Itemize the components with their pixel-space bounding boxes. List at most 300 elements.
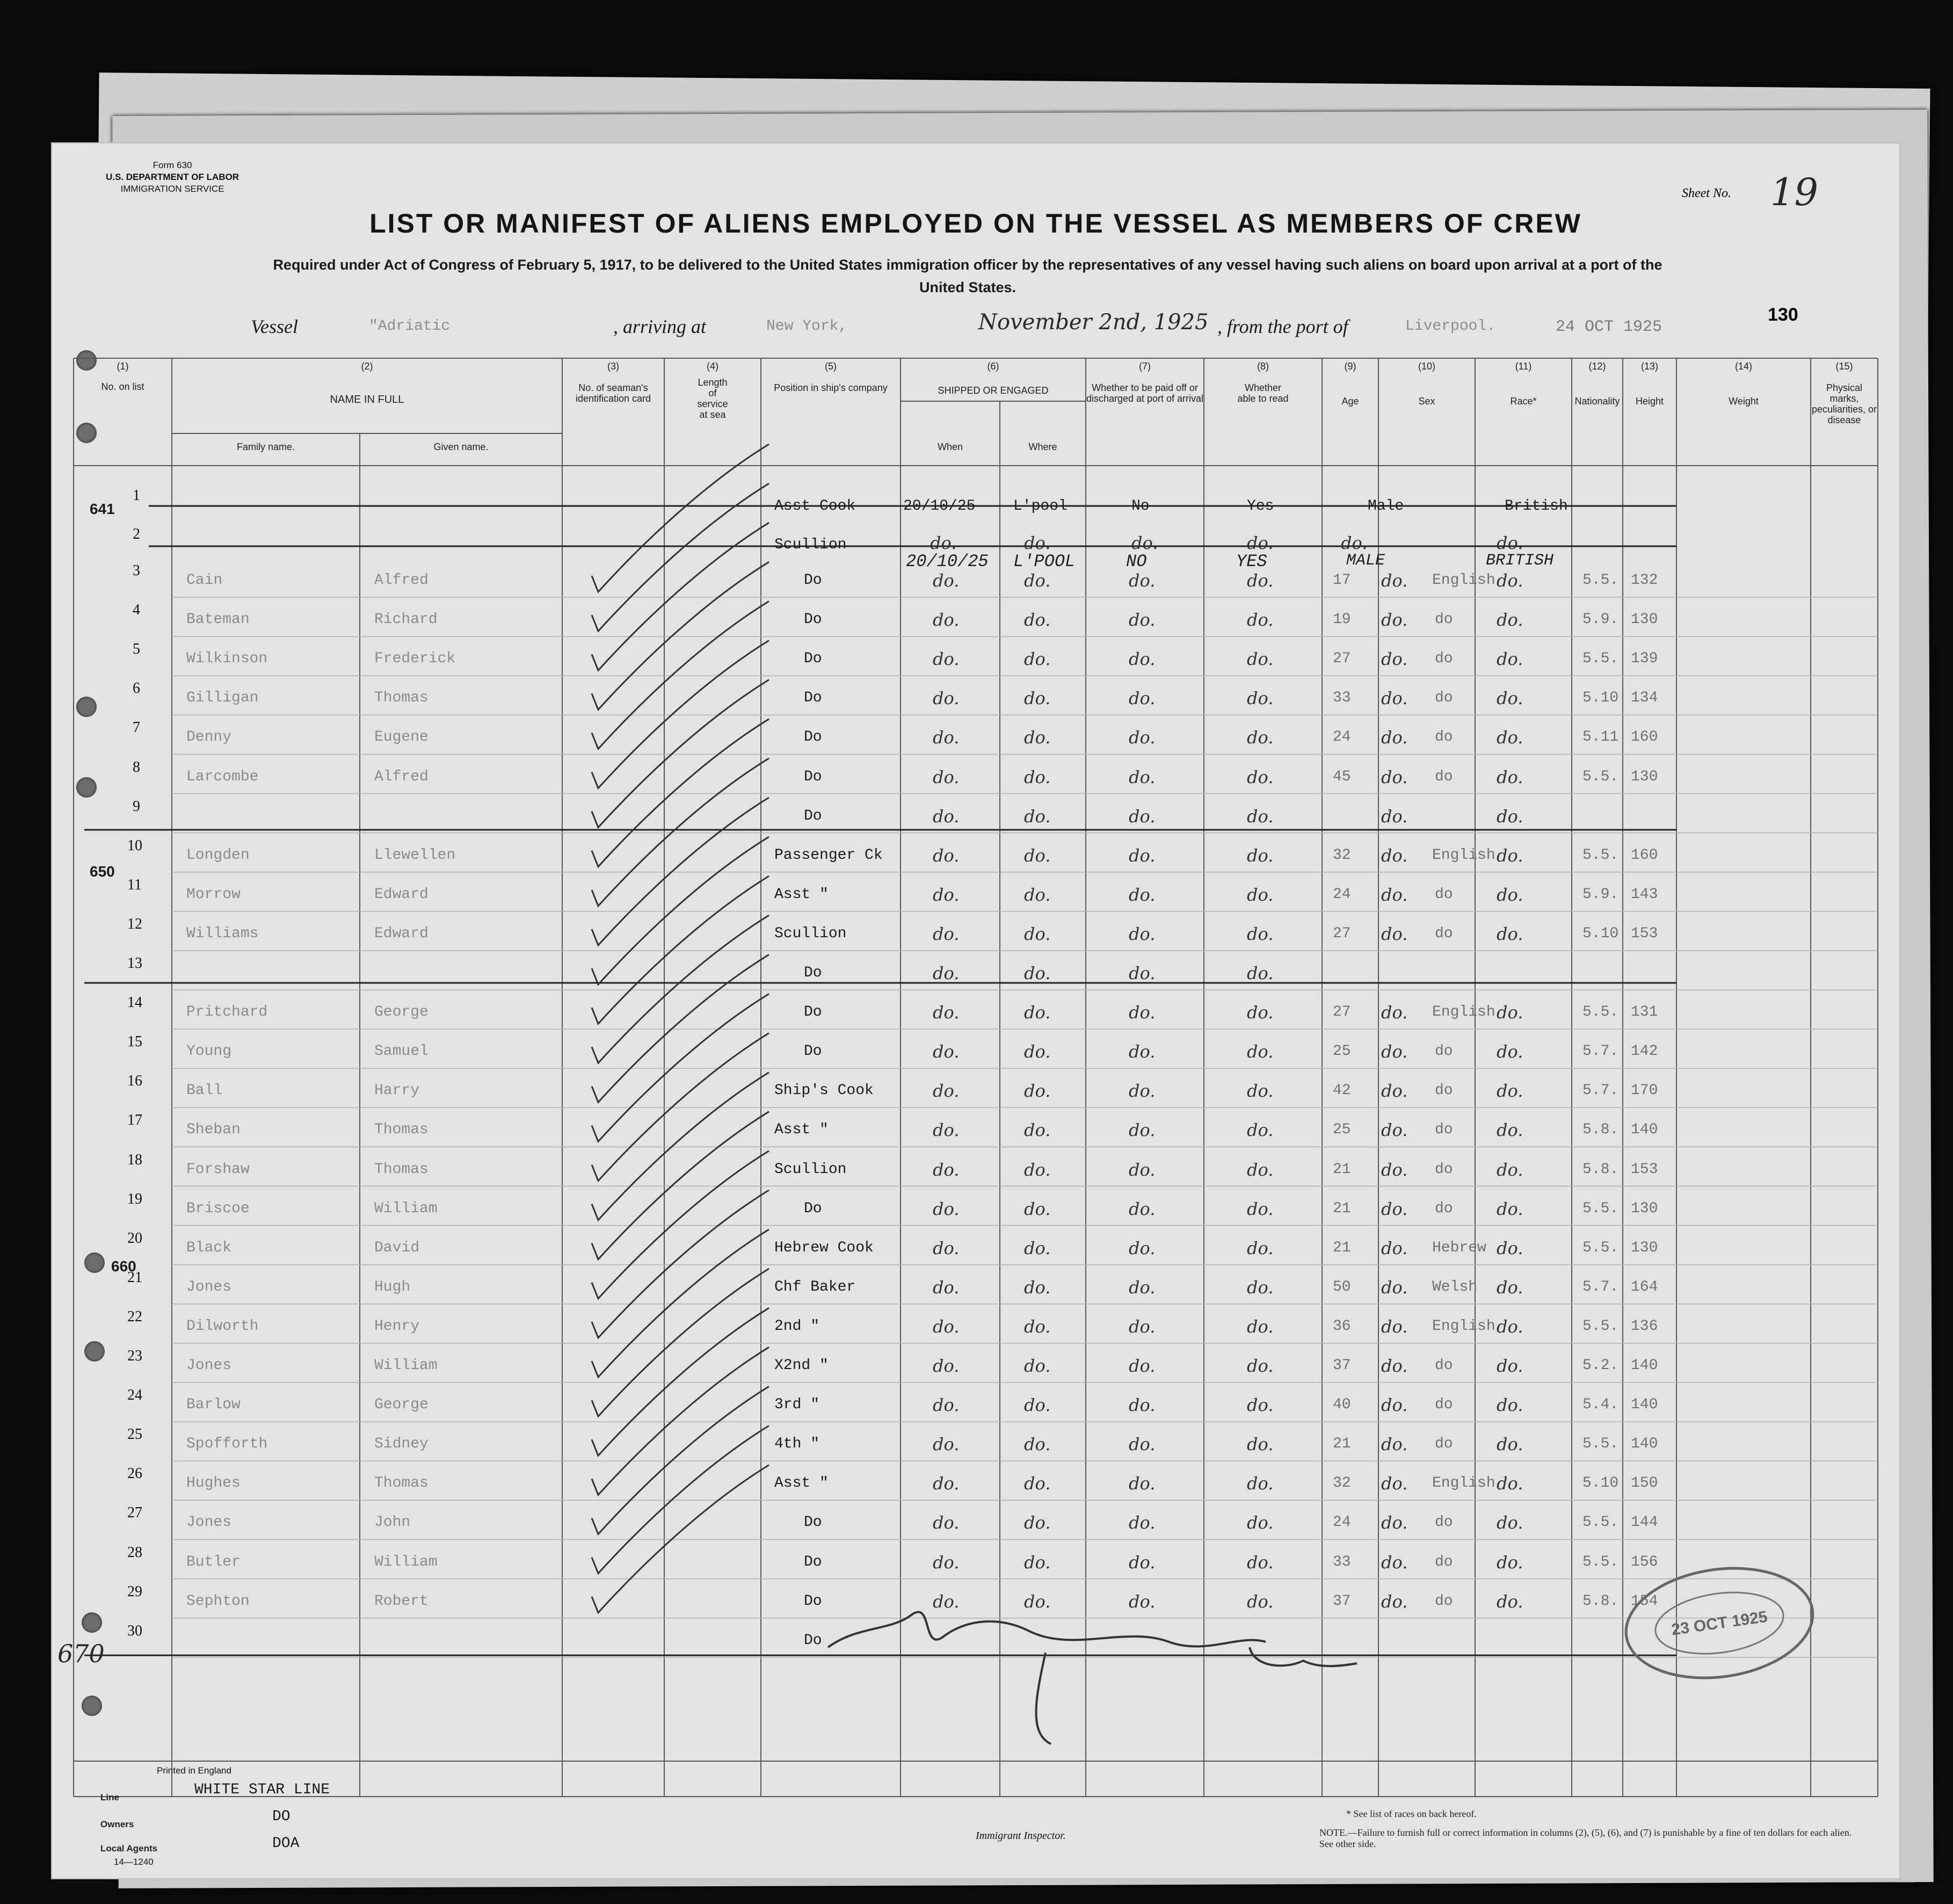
nationality: do. — [1497, 1237, 1523, 1258]
check-mark — [592, 994, 769, 1141]
col-15-header — [1811, 361, 1878, 425]
signature-mark — [828, 1612, 1357, 1744]
sex: do. — [1381, 1356, 1408, 1376]
age: 33 — [1333, 690, 1351, 707]
family-name: Briscoe — [186, 1200, 250, 1217]
race: do — [1435, 1161, 1453, 1178]
family-name: Morrow — [186, 886, 241, 903]
weight: 130 — [1631, 1239, 1658, 1256]
paid-off: do. — [1129, 1237, 1156, 1258]
position: Scullion — [774, 1161, 847, 1178]
able-to-read: do. — [1247, 1356, 1274, 1376]
able-to-read: Yes — [1247, 498, 1274, 515]
col-7-header — [1086, 361, 1204, 404]
age: 27 — [1333, 650, 1351, 668]
row-number: 25 — [127, 1426, 142, 1443]
age: 32 — [1333, 846, 1351, 864]
col-5-header — [761, 361, 901, 393]
shipped-when: do. — [933, 1198, 960, 1219]
sex: do. — [1381, 1473, 1408, 1494]
where-header: Where — [1028, 441, 1057, 452]
race: do — [1435, 886, 1453, 903]
nationality: do. — [1497, 1591, 1523, 1612]
position: Chf Baker — [774, 1278, 856, 1295]
given-name: Thomas — [374, 1475, 429, 1492]
paid-off: do. — [1129, 963, 1156, 983]
nationality: do. — [1497, 1159, 1523, 1180]
paid-off: do. — [1129, 766, 1156, 787]
family-name: Longden — [186, 846, 250, 864]
col-2-header — [172, 361, 562, 405]
shipped-when: do. — [933, 806, 960, 827]
age: 27 — [1333, 925, 1351, 942]
col-2-title: NAME IN FULL — [330, 394, 404, 406]
position: Do — [804, 1553, 822, 1570]
col-1-title: No. on list — [101, 381, 144, 392]
check-mark — [592, 1308, 769, 1456]
department: U.S. DEPARTMENT OF LABOR — [106, 172, 239, 182]
weight: 160 — [1631, 846, 1658, 864]
shipped-where: do. — [1024, 1277, 1051, 1298]
race-note: * See list of races on back hereof. — [1346, 1808, 1477, 1819]
able-to-read: do. — [1247, 1434, 1274, 1455]
col-4-number: (4) — [707, 361, 718, 372]
able-to-read: do. — [1247, 610, 1274, 631]
paid-off: do. — [1129, 1512, 1156, 1533]
sex: do. — [1381, 1552, 1408, 1573]
able-to-read: do. — [1247, 1552, 1274, 1573]
paid-off: do. — [1129, 806, 1156, 827]
position: Passenger Ck — [774, 846, 883, 864]
race: do — [1435, 1200, 1453, 1217]
shipped-where: do. — [1024, 1002, 1051, 1023]
able-to-read: do. — [1247, 1316, 1274, 1337]
shipped-where: do. — [1024, 806, 1051, 827]
given-name: Samuel — [374, 1043, 429, 1060]
check-mark — [592, 1465, 769, 1613]
sex: MALE — [1346, 552, 1385, 570]
shipped-where: do. — [1024, 727, 1051, 748]
shipped-where: do. — [1024, 884, 1051, 905]
height: 5.10 — [1582, 1475, 1619, 1492]
col-11-header — [1475, 361, 1572, 407]
nationality: do. — [1497, 923, 1523, 944]
able-to-read: do. — [1247, 1395, 1274, 1416]
position: Hebrew Cook — [774, 1239, 874, 1256]
col-12-title: Nationality — [1574, 396, 1620, 407]
given-name: Llewellen — [374, 846, 456, 864]
race: English — [1432, 572, 1495, 589]
row-number: 5 — [133, 641, 140, 658]
row-number: 14 — [127, 994, 142, 1011]
row-number: 28 — [127, 1544, 142, 1561]
position: Do — [804, 1004, 822, 1021]
check-mark — [592, 719, 769, 867]
paid-off: do. — [1129, 1081, 1156, 1102]
nationality: do. — [1497, 1198, 1523, 1219]
col-2-number: (2) — [361, 361, 373, 372]
vessel-label: Vessel — [251, 316, 298, 337]
height: 5.5. — [1582, 1239, 1619, 1256]
col-8-number: (8) — [1257, 361, 1269, 372]
row-number: 27 — [127, 1504, 142, 1522]
shipped-where: do. — [1024, 1473, 1051, 1494]
shipped-when: do. — [933, 1356, 960, 1376]
weight: 164 — [1631, 1278, 1658, 1295]
age: 37 — [1333, 1357, 1351, 1374]
shipped-where: do. — [1024, 1198, 1051, 1219]
row-number: 6 — [133, 680, 140, 697]
weight: 153 — [1631, 925, 1658, 942]
check-mark — [592, 680, 769, 828]
nationality: BRITISH — [1486, 552, 1554, 570]
penalty-note: NOTE.—Failure to furnish full or correct information in columns (2), (5), (6), and (7) is punishable by a fine of ten dollars for each alien. See other side. — [1319, 1827, 1852, 1849]
shipped-when: do. — [933, 1002, 960, 1023]
family-name: Larcombe — [186, 768, 259, 785]
row-number: 11 — [127, 876, 142, 893]
position: Asst " — [774, 1475, 829, 1492]
shipped-when: do. — [933, 1473, 960, 1494]
weight: 153 — [1631, 1161, 1658, 1178]
age: 36 — [1333, 1317, 1351, 1335]
age: 42 — [1333, 1082, 1351, 1099]
position: Asst " — [774, 886, 829, 903]
age: 21 — [1333, 1200, 1351, 1217]
col-3-number: (3) — [607, 361, 619, 372]
nationality: do. — [1497, 1473, 1523, 1494]
able-to-read: do. — [1247, 1159, 1274, 1180]
race: do — [1435, 1357, 1453, 1374]
row-number: 1 — [133, 487, 140, 504]
row-number: 23 — [127, 1348, 142, 1364]
nationality: do. — [1497, 610, 1523, 631]
row-number: 7 — [133, 719, 140, 736]
position: Do — [804, 965, 822, 981]
given-name: Thomas — [374, 1161, 429, 1178]
paid-off: do. — [1129, 610, 1156, 631]
manifest-subtitle: Required under Act of Congress of February 5, 1917, to be delivered to the United States immigration officer by the representatives of any vessel having such aliens on board upon arrival at a port of the United States. — [273, 257, 1662, 295]
family-name: Pritchard — [186, 1004, 268, 1021]
check-mark — [592, 1073, 769, 1220]
age: 45 — [1333, 768, 1351, 785]
position: X2nd " — [774, 1357, 829, 1374]
weight: 130 — [1631, 768, 1658, 785]
given-name: George — [374, 1396, 429, 1414]
shipped-when: do. — [933, 884, 960, 905]
weight: 156 — [1631, 1553, 1658, 1570]
position: Do — [804, 1632, 822, 1649]
age: 24 — [1333, 729, 1351, 746]
paid-off: No — [1131, 498, 1150, 515]
nationality: do. — [1497, 533, 1523, 553]
row-number: 12 — [127, 915, 142, 932]
owners-value: DO — [272, 1808, 291, 1825]
col-6-header — [901, 361, 1086, 396]
service: IMMIGRATION SERVICE — [120, 184, 224, 194]
race: do — [1435, 1592, 1453, 1610]
paid-off: do. — [1129, 1198, 1156, 1219]
family-name: Cain — [186, 572, 223, 589]
able-to-read: do. — [1247, 1002, 1274, 1023]
age: 25 — [1333, 1043, 1351, 1060]
check-mark — [592, 1386, 769, 1534]
sex: do. — [1381, 1591, 1408, 1612]
paid-off: do. — [1131, 533, 1158, 553]
weight: 132 — [1631, 572, 1658, 589]
col-10-number: (10) — [1418, 361, 1435, 372]
col-13-header — [1623, 361, 1676, 407]
race: do — [1435, 690, 1453, 707]
sex: do. — [1381, 688, 1408, 709]
sex: do. — [1381, 570, 1408, 591]
nationality: do. — [1497, 766, 1523, 787]
family-name: Barlow — [186, 1396, 241, 1414]
given-name: Alfred — [374, 572, 429, 589]
age: 21 — [1333, 1161, 1351, 1178]
weight: 154 — [1631, 1592, 1658, 1610]
col-12-number: (12) — [1588, 361, 1606, 372]
given-name: Alfred — [374, 768, 429, 785]
race: English — [1432, 1317, 1495, 1335]
col-6-title: SHIPPED OR ENGAGED — [938, 385, 1049, 396]
sex: do. — [1381, 649, 1408, 670]
col-8-title: Whether able to read — [1237, 382, 1289, 404]
race: do — [1435, 1082, 1453, 1099]
family-name: Jones — [186, 1278, 232, 1295]
paid-off: do. — [1129, 1159, 1156, 1180]
able-to-read: do. — [1247, 845, 1274, 866]
height: 5.9. — [1582, 611, 1619, 628]
col-3-header — [562, 361, 664, 404]
sex: do. — [1381, 1002, 1408, 1023]
race: English — [1432, 846, 1495, 864]
shipped-when: do. — [933, 923, 960, 944]
position: Do — [804, 650, 822, 668]
arriving-port: New York, — [766, 318, 848, 335]
height: 5.4. — [1582, 1396, 1619, 1414]
col-8-header — [1204, 361, 1322, 404]
nationality: do. — [1497, 1277, 1523, 1298]
from-port-label: , from the port of — [1217, 316, 1348, 337]
check-mark — [592, 1151, 769, 1299]
check-mark — [592, 915, 769, 1063]
nationality: do. — [1497, 1041, 1523, 1062]
sex: do. — [1381, 766, 1408, 787]
given-name: Richard — [374, 611, 438, 628]
race: do — [1435, 1396, 1453, 1414]
nationality: do. — [1497, 1081, 1523, 1102]
weight: 140 — [1631, 1121, 1658, 1139]
sex: do. — [1381, 806, 1408, 827]
race: do — [1435, 650, 1453, 668]
position: Do — [804, 1043, 822, 1060]
row-number: 30 — [127, 1622, 142, 1639]
row-number: 17 — [127, 1112, 142, 1129]
age: 25 — [1333, 1121, 1351, 1139]
check-mark — [592, 1033, 769, 1181]
check-mark — [592, 523, 769, 670]
nationality: do. — [1497, 1395, 1523, 1416]
weight: 131 — [1631, 1004, 1658, 1021]
arrival-date: November 2nd, 1925 — [978, 310, 1209, 335]
paid-off: do. — [1129, 1120, 1156, 1141]
family-name: Ball — [186, 1082, 223, 1099]
given-name: Frederick — [374, 650, 456, 668]
agents-label: Local Agents — [100, 1843, 158, 1854]
position: Scullion — [774, 925, 847, 942]
paid-off: do. — [1129, 1473, 1156, 1494]
shipped-when: do. — [933, 1316, 960, 1337]
position: Do — [804, 768, 822, 785]
check-mark — [592, 798, 769, 945]
age: 37 — [1333, 1592, 1351, 1610]
paid-off: do. — [1129, 1277, 1156, 1298]
row-number: 29 — [127, 1583, 142, 1600]
sex: do. — [1381, 1120, 1408, 1141]
row-number: 24 — [127, 1387, 142, 1404]
position: Do — [804, 1200, 822, 1217]
arriving-label: , arriving at — [613, 316, 707, 337]
line-label: Line — [100, 1792, 119, 1802]
col-15-number: (15) — [1835, 361, 1853, 372]
weight: 139 — [1631, 650, 1658, 668]
shipped-where: do. — [1024, 1552, 1051, 1573]
able-to-read: do. — [1247, 766, 1274, 787]
nationality: do. — [1497, 649, 1523, 670]
shipped-when: do. — [933, 1237, 960, 1258]
sex: do. — [1381, 1512, 1408, 1533]
able-to-read: do. — [1247, 727, 1274, 748]
col-10-title: Sex — [1418, 396, 1435, 407]
able-to-read: YES — [1236, 552, 1267, 571]
able-to-read: do. — [1247, 688, 1274, 709]
height: 5.9. — [1582, 886, 1619, 903]
check-mark — [592, 837, 769, 984]
height: 5.5. — [1582, 1436, 1619, 1453]
paid-off: do. — [1129, 1552, 1156, 1573]
position: 2nd " — [774, 1317, 820, 1335]
family-name: Sephton — [186, 1592, 250, 1610]
given-name-header: Given name. — [433, 441, 489, 452]
height: 5.5. — [1582, 1514, 1619, 1531]
weight: 140 — [1631, 1396, 1658, 1414]
col-12-header — [1572, 361, 1623, 407]
check-mark — [592, 758, 769, 906]
height: 5.5. — [1582, 768, 1619, 785]
col-4-header — [664, 361, 761, 420]
shipped-when: 20/10/25 — [906, 552, 989, 571]
nationality: do. — [1497, 806, 1523, 827]
position: 3rd " — [774, 1396, 820, 1414]
paid-off: do. — [1129, 1002, 1156, 1023]
row-number: 8 — [133, 758, 140, 776]
able-to-read: do. — [1247, 1081, 1274, 1102]
weight: 140 — [1631, 1357, 1658, 1374]
able-to-read: do. — [1247, 1473, 1274, 1494]
race: do — [1435, 925, 1453, 942]
col-13-number: (13) — [1640, 361, 1658, 372]
nationality: do. — [1497, 1512, 1523, 1533]
row-number: 19 — [127, 1190, 142, 1207]
race: do — [1435, 729, 1453, 746]
family-name: Hughes — [186, 1475, 241, 1492]
check-mark — [592, 954, 769, 1102]
shipped-when: do. — [933, 610, 960, 631]
line-value: WHITE STAR LINE — [194, 1782, 330, 1798]
age: 19 — [1333, 611, 1351, 628]
shipped-where: do. — [1024, 570, 1051, 591]
col-7-number: (7) — [1139, 361, 1151, 372]
age: 40 — [1333, 1396, 1351, 1414]
agents-value: DOA — [272, 1835, 300, 1852]
col-1-number: (1) — [117, 361, 129, 372]
shipped-when: do. — [933, 570, 960, 591]
vessel-name: "Adriatic — [369, 318, 451, 335]
given-name: John — [374, 1514, 411, 1531]
position: Do — [804, 1592, 822, 1610]
row-number: 4 — [133, 602, 140, 619]
race: do — [1435, 611, 1453, 628]
weight: 136 — [1631, 1317, 1658, 1335]
check-mark — [592, 641, 769, 788]
check-mark — [592, 562, 769, 710]
nationality: do. — [1497, 1120, 1523, 1141]
sex: do. — [1381, 1316, 1408, 1337]
row-number: 15 — [127, 1033, 142, 1051]
able-to-read: do. — [1247, 533, 1274, 553]
col-15-title: Physical marks, peculiarities, or disease — [1811, 382, 1877, 425]
given-name: Henry — [374, 1317, 420, 1335]
shipped-where: do. — [1024, 1434, 1051, 1455]
row-number: 26 — [127, 1465, 142, 1482]
shipped-where: do. — [1024, 923, 1051, 944]
shipped-where: do. — [1024, 533, 1051, 553]
manifest-title: LIST OR MANIFEST OF ALIENS EMPLOYED ON THE VESSEL AS MEMBERS OF CREW — [369, 208, 1582, 238]
check-mark — [592, 1229, 769, 1377]
height: 5.7. — [1582, 1043, 1619, 1060]
family-name: Young — [186, 1043, 232, 1060]
able-to-read: do. — [1247, 806, 1274, 827]
check-mark — [592, 1112, 769, 1259]
shipped-when: do. — [933, 1159, 960, 1180]
shipped-when: do. — [933, 688, 960, 709]
age: 21 — [1333, 1436, 1351, 1453]
height: 5.10 — [1582, 690, 1619, 707]
shipped-when: do. — [933, 1434, 960, 1455]
nationality: do. — [1497, 1356, 1523, 1376]
margin-number: 641 — [90, 501, 115, 517]
paid-off: do. — [1129, 649, 1156, 670]
able-to-read: do. — [1247, 570, 1274, 591]
race: do — [1435, 1436, 1453, 1453]
family-name: Wilkinson — [186, 650, 268, 668]
sex: do. — [1381, 845, 1408, 866]
height: 5.8. — [1582, 1121, 1619, 1139]
position: Ship's Cook — [774, 1082, 874, 1099]
shipped-where: do. — [1024, 649, 1051, 670]
nationality: do. — [1497, 1002, 1523, 1023]
row-number: 21 — [127, 1269, 142, 1286]
race: English — [1432, 1004, 1495, 1021]
shipped-when: do. — [933, 1041, 960, 1062]
weight: 143 — [1631, 886, 1658, 903]
family-name: Jones — [186, 1514, 232, 1531]
form-number: Form 630 — [153, 160, 192, 170]
shipped-where: do. — [1024, 1120, 1051, 1141]
shipped-where: L'POOL — [1013, 552, 1076, 571]
sex: do. — [1381, 1041, 1408, 1062]
paid-off: do. — [1129, 1591, 1156, 1612]
